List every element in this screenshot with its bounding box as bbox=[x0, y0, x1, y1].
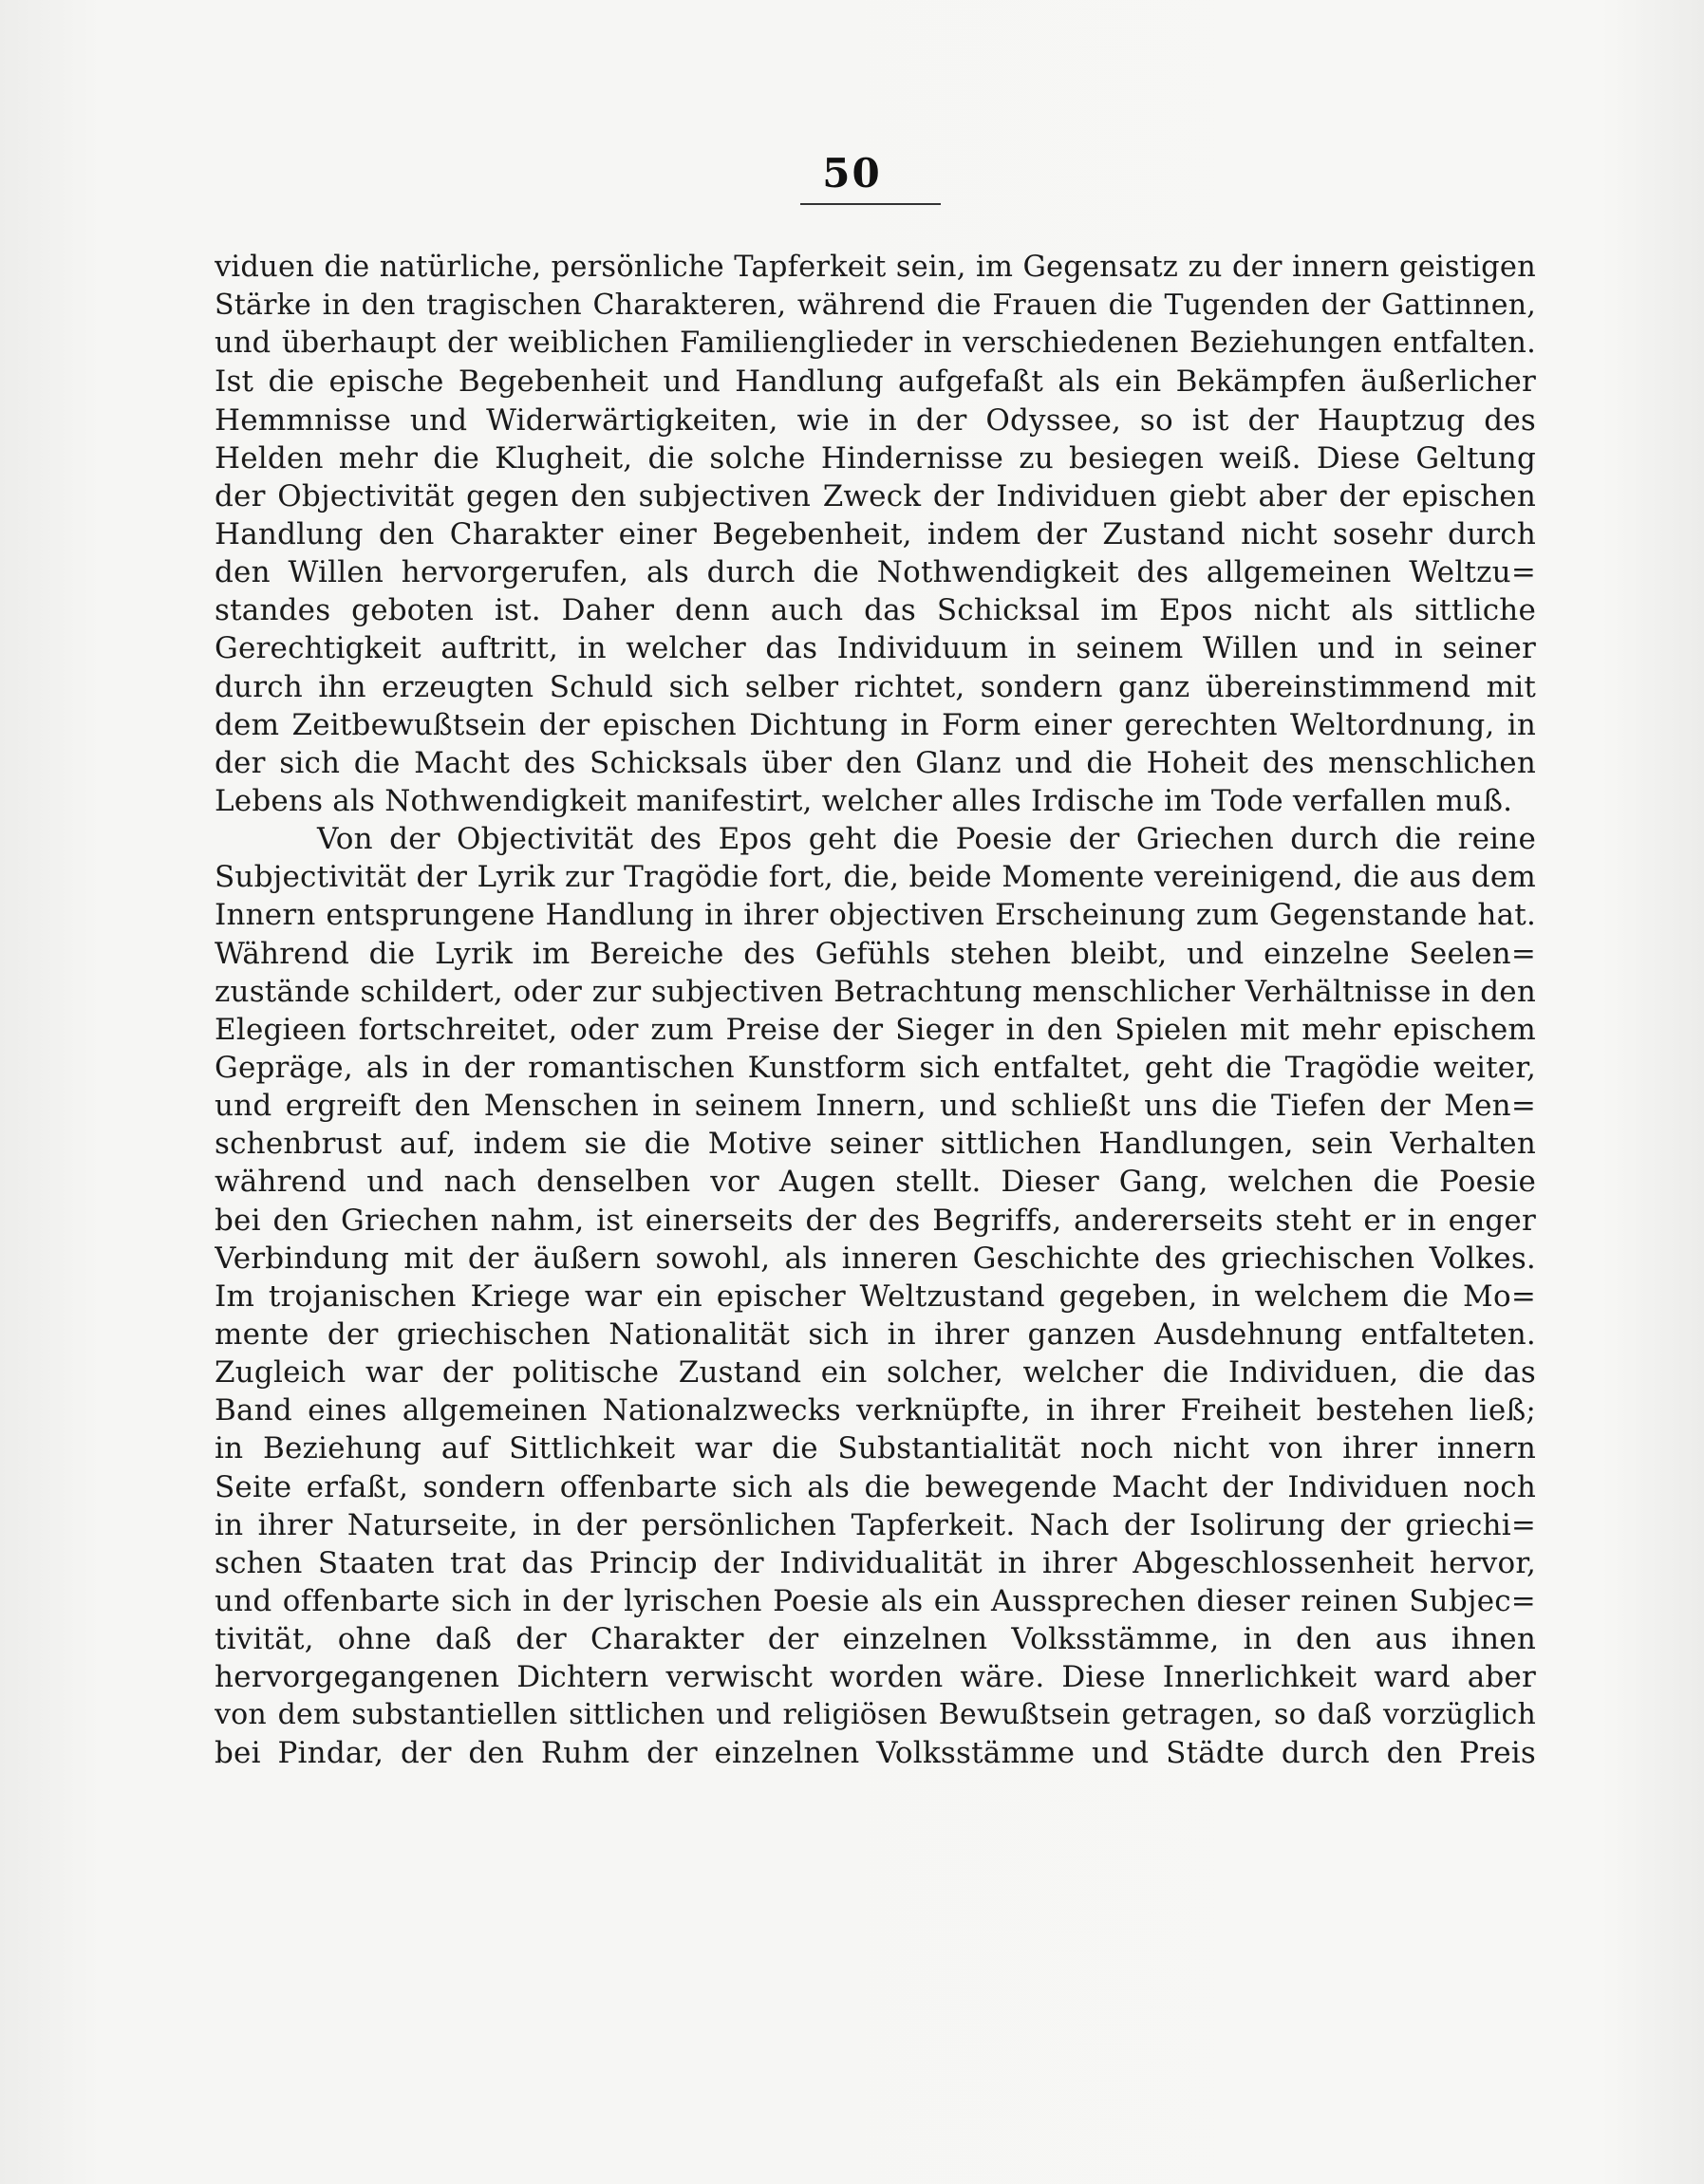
text-line: Elegieen fortschreitet, oder zum Preise der Sieger in den Spielen mit mehr epischem bbox=[215, 1012, 1536, 1047]
text-line: Helden mehr die Klugheit, die solche Hindernisse zu besiegen weiß. Diese Geltung bbox=[215, 440, 1536, 476]
text-line: Verbindung mit der äußern sowohl, als inneren Geschichte des griechischen Volkes. bbox=[215, 1241, 1536, 1276]
text-line: Lebens als Nothwendigkeit manifestirt, welcher alles Irdische im Tode verfallen muß. bbox=[215, 783, 1513, 818]
text-line: den Willen hervorgerufen, als durch die Nothwendigkeit des allgemeinen Weltzu= bbox=[215, 555, 1536, 590]
text-line: Stärke in den tragischen Charakteren, während die Frauen die Tugenden der Gattinnen, bbox=[215, 289, 1536, 323]
text-line: Innern entsprungene Handlung in ihrer objectiven Erscheinung zum Gegenstande hat. bbox=[215, 898, 1536, 933]
text-line: Ist die epische Begebenheit und Handlung aufgefaßt als ein Bekämpfen äußerlicher bbox=[215, 364, 1536, 400]
text-line: Gerechtigkeit auftritt, in welcher das Individuum in seinem Willen und in seiner bbox=[215, 631, 1536, 666]
text-line: der Objectivität gegen den subjectiven Zweck der Individuen giebt aber der epischen bbox=[215, 478, 1536, 513]
text-line: der sich die Macht des Schicksals über den Glanz und die Hoheit des menschlichen bbox=[215, 745, 1536, 780]
text-line: Während die Lyrik im Bereiche des Gefühls stehen bleibt, und einzelne Seelen= bbox=[215, 936, 1536, 971]
text-line: Band eines allgemeinen Nationalzwecks verknüpfte, in ihrer Freiheit bestehen ließ; bbox=[215, 1393, 1536, 1428]
text-line: bei Pindar, der den Ruhm der einzelnen Volksstämme und Städte durch den Preis bbox=[215, 1736, 1536, 1771]
text-line: durch ihn erzeugten Schuld sich selber richtet, sondern ganz übereinstimmend mit bbox=[215, 669, 1536, 704]
header-rule bbox=[800, 203, 941, 205]
text-line: Subjectivität der Lyrik zur Tragödie fort, die, beide Momente vereinigend, die aus dem bbox=[215, 860, 1536, 895]
page-number: 50 bbox=[822, 150, 882, 196]
body-text bbox=[215, 249, 1536, 1773]
text-line: hervorgegangenen Dichtern verwischt worden wäre. Diese Innerlichkeit ward aber bbox=[215, 1660, 1536, 1695]
text-line: schen Staaten trat das Princip der Individualität in ihrer Abgeschlossenheit hervor, bbox=[215, 1545, 1536, 1580]
text-line: in ihrer Naturseite, in der persönlichen Tapferkeit. Nach der Isolirung der griechi= bbox=[215, 1507, 1536, 1542]
text-line: Seite erfaßt, sondern offenbarte sich als die bewegende Macht der Individuen noch bbox=[215, 1469, 1536, 1504]
text-line: tivität, ohne daß der Charakter der einzelnen Volksstämme, in den aus ihnen bbox=[215, 1622, 1536, 1657]
text-line: standes geboten ist. Daher denn auch das Schicksal im Epos nicht als sittliche bbox=[215, 593, 1536, 628]
text-line: Handlung den Charakter einer Begebenheit, indem der Zustand nicht sosehr durch bbox=[215, 516, 1536, 551]
text-line: zustände schildert, oder zur subjectiven Betrachtung menschlicher Verhältnisse in den bbox=[215, 974, 1536, 1009]
text-line: bei den Griechen nahm, ist einerseits der des Begriffs, andererseits steht er in enger bbox=[215, 1203, 1536, 1238]
text-line: viduen die natürliche, persönliche Tapferkeit sein, im Gegensatz zu der innern geistigen bbox=[215, 251, 1536, 284]
text-line: von dem substantiellen sittlichen und religiösen Bewußtsein getragen, so daß vorzüglich bbox=[215, 1698, 1536, 1732]
text-line: während und nach denselben vor Augen stellt. Dieser Gang, welchen die Poesie bbox=[215, 1165, 1536, 1200]
text-line: dem Zeitbewußtsein der epischen Dichtung in Form einer gerechten Weltordnung, in bbox=[215, 707, 1536, 742]
text-line: Gepräge, als in der romantischen Kunstform sich entfaltet, geht die Tragödie weiter, bbox=[215, 1050, 1536, 1085]
text-line: und überhaupt der weiblichen Familienglieder in verschiedenen Beziehungen entfalten. bbox=[215, 327, 1536, 361]
text-line: und offenbarte sich in der lyrischen Poesie als ein Aussprechen dieser reinen Subjec= bbox=[215, 1583, 1536, 1618]
text-line: und ergreift den Menschen in seinem Innern, und schließt uns die Tiefen der Men= bbox=[215, 1089, 1536, 1124]
text-line: Zugleich war der politische Zustand ein solcher, welcher die Individuen, die das bbox=[215, 1355, 1536, 1391]
text-line: in Beziehung auf Sittlichkeit war die Substantialität noch nicht von ihrer innern bbox=[215, 1431, 1536, 1466]
text-line: Hemmnisse und Widerwärtigkeiten, wie in der Odyssee, so ist der Hauptzug des bbox=[215, 402, 1536, 438]
text-line: schenbrust auf, indem sie die Motive seiner sittlichen Handlungen, sein Verhalten bbox=[215, 1127, 1536, 1162]
text-line: Von der Objectivität des Epos geht die Poesie der Griechen durch die reine bbox=[317, 822, 1536, 857]
text-line: Im trojanischen Kriege war ein epischer Weltzustand gegeben, in welchem die Mo= bbox=[215, 1279, 1536, 1314]
text-line: mente der griechischen Nationalität sich in ihrer ganzen Ausdehnung entfalteten. bbox=[215, 1316, 1536, 1352]
